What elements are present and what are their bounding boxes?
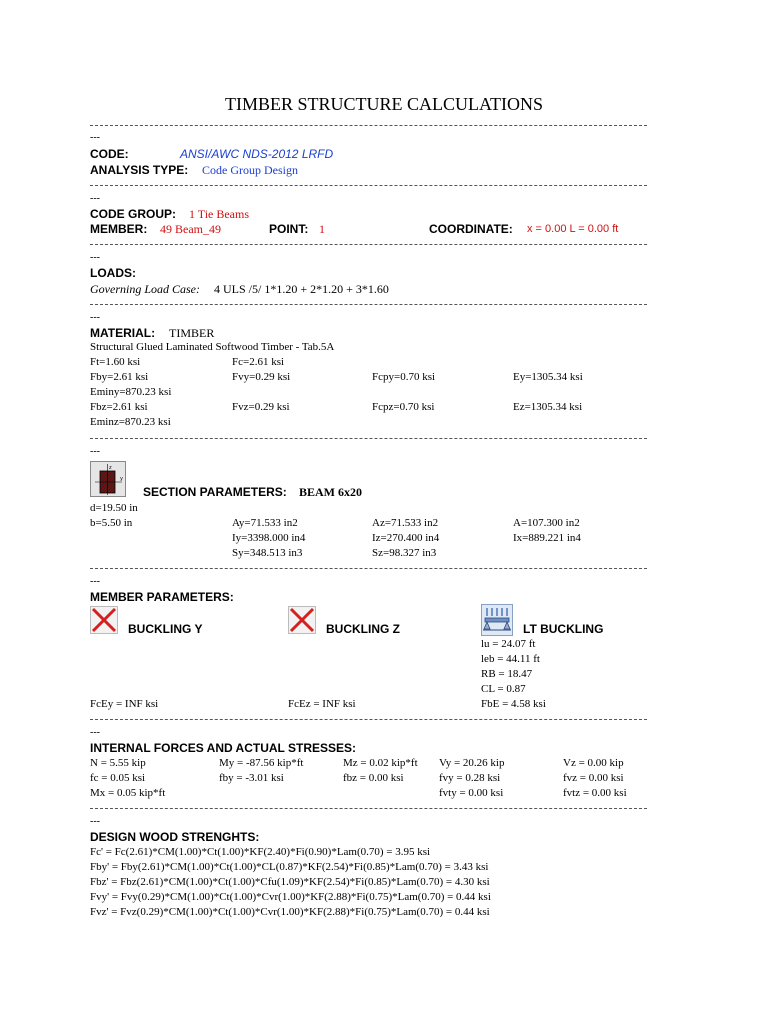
- fvy-value: Fvy=0.29 ksi: [232, 371, 291, 383]
- mz-value: Mz = 0.02 kip*ft: [343, 757, 418, 769]
- x-cross-icon: [90, 606, 118, 634]
- separator: [90, 304, 647, 305]
- fbz-value: Fbz=2.61 ksi: [90, 401, 148, 413]
- analysis-type-label: ANALYSIS TYPE:: [90, 163, 189, 177]
- iy-value: Iy=3398.000 in4: [232, 532, 306, 544]
- fcez-value: FcEz = INF ksi: [288, 698, 356, 710]
- internal-forces-label: INTERNAL FORCES AND ACTUAL STRESSES:: [90, 741, 357, 755]
- x-cross-icon: [288, 606, 316, 634]
- code-group-value: 1 Tie Beams: [189, 207, 250, 221]
- fbe-value: FbE = 4.58 ksi: [481, 698, 546, 710]
- separator-tail: ---: [90, 132, 100, 143]
- separator-tail: ---: [90, 727, 100, 738]
- ft-value: Ft=1.60 ksi: [90, 356, 141, 368]
- fc-stress-value: fc = 0.05 ksi: [90, 772, 146, 784]
- ix-value: Ix=889.221 in4: [513, 532, 581, 544]
- separator-tail: ---: [90, 312, 100, 323]
- strength-line: Fvy' = Fvy(0.29)*CM(1.00)*Ct(1.00)*Cvr(1.00)*KF(2.88)*Fi(0.75)*Lam(0.70) = 0.44 ksi: [90, 891, 491, 903]
- code-value: ANSI/AWC NDS-2012 LRFD: [180, 147, 334, 161]
- loads-label: LOADS:: [90, 266, 136, 280]
- vz-value: Vz = 0.00 kip: [563, 757, 624, 769]
- buckling-y-label: BUCKLING Y: [128, 622, 203, 636]
- analysis-type-value: Code Group Design: [202, 163, 298, 177]
- fvty-value: fvty = 0.00 ksi: [439, 787, 504, 799]
- member-label: MEMBER:: [90, 222, 148, 236]
- material-value: TIMBER: [169, 326, 215, 340]
- separator: [90, 719, 647, 720]
- fby-stress-value: fby = -3.01 ksi: [219, 772, 284, 784]
- strength-line: Fby' = Fby(2.61)*CM(1.00)*Ct(1.00)*CL(0.87)*KF(2.54)*Fi(0.85)*Lam(0.70) = 3.43 ksi: [90, 861, 489, 873]
- coordinate-value: x = 0.00 L = 0.00 ft: [527, 223, 619, 235]
- separator: [90, 125, 647, 126]
- cl-value: CL = 0.87: [481, 683, 526, 695]
- separator-tail: ---: [90, 252, 100, 263]
- governing-load-case-value: 4 ULS /5/ 1*1.20 + 2*1.20 + 3*1.60: [214, 282, 389, 296]
- section-parameters-label: SECTION PARAMETERS:: [143, 485, 287, 499]
- point-value: 1: [319, 222, 325, 236]
- point-label: POINT:: [269, 222, 309, 236]
- eminz-value: Eminz=870.23 ksi: [90, 416, 171, 428]
- section-shape-icon: [90, 461, 126, 497]
- a-value: A=107.300 in2: [513, 517, 580, 529]
- my-value: My = -87.56 kip*ft: [219, 757, 304, 769]
- separator: [90, 568, 647, 569]
- section-name: BEAM 6x20: [299, 485, 362, 499]
- sy-value: Sy=348.513 in3: [232, 547, 303, 559]
- coordinate-label: COORDINATE:: [429, 222, 513, 236]
- iz-value: Iz=270.400 in4: [372, 532, 440, 544]
- rb-value: RB = 18.47: [481, 668, 533, 680]
- separator: [90, 244, 647, 245]
- fc-value: Fc=2.61 ksi: [232, 356, 285, 368]
- svg-text:z: z: [109, 465, 112, 471]
- page-title: TIMBER STRUCTURE CALCULATIONS: [224, 94, 543, 114]
- lateral-torsional-buckling-icon: [481, 604, 513, 636]
- az-value: Az=71.533 in2: [372, 517, 439, 529]
- buckling-z-label: BUCKLING Z: [326, 622, 400, 636]
- b-value: b=5.50 in: [90, 517, 133, 529]
- mx-value: Mx = 0.05 kip*ft: [90, 787, 166, 799]
- fcpy-value: Fcpy=0.70 ksi: [372, 371, 436, 383]
- svg-text:y: y: [120, 476, 123, 482]
- eminy-value: Eminy=870.23 ksi: [90, 386, 172, 398]
- fvy-stress-value: fvy = 0.28 ksi: [439, 772, 501, 784]
- fvz-stress-value: fvz = 0.00 ksi: [563, 772, 624, 784]
- fcpz-value: Fcpz=0.70 ksi: [372, 401, 435, 413]
- lt-buckling-label: LT BUCKLING: [523, 622, 604, 636]
- fvtz-value: fvtz = 0.00 ksi: [563, 787, 627, 799]
- sz-value: Sz=98.327 in3: [372, 547, 437, 559]
- strength-line: Fvz' = Fvz(0.29)*CM(1.00)*Ct(1.00)*Cvr(1.00)*KF(2.88)*Fi(0.75)*Lam(0.70) = 0.44 ksi: [90, 906, 490, 918]
- member-parameters-label: MEMBER PARAMETERS:: [90, 590, 234, 604]
- separator-tail: ---: [90, 576, 100, 587]
- design-wood-strengths-label: DESIGN WOOD STRENGHTS:: [90, 830, 260, 844]
- leb-value: leb = 44.11 ft: [481, 653, 540, 665]
- ez-value: Ez=1305.34 ksi: [513, 401, 583, 413]
- separator-tail: ---: [90, 446, 100, 457]
- separator-tail: ---: [90, 816, 100, 827]
- separator: [90, 438, 647, 439]
- separator-tail: ---: [90, 193, 100, 204]
- code-group-label: CODE GROUP:: [90, 207, 177, 221]
- separator: [90, 185, 647, 186]
- ey-value: Ey=1305.34 ksi: [513, 371, 583, 383]
- lu-value: lu = 24.07 ft: [481, 638, 536, 650]
- fvz-value: Fvz=0.29 ksi: [232, 401, 290, 413]
- material-description: Structural Glued Laminated Softwood Timber - Tab.5A: [90, 341, 335, 353]
- governing-load-case-label: Governing Load Case:: [90, 282, 200, 296]
- fbz-stress-value: fbz = 0.00 ksi: [343, 772, 404, 784]
- n-value: N = 5.55 kip: [90, 757, 146, 769]
- d-value: d=19.50 in: [90, 502, 138, 514]
- code-label: CODE:: [90, 147, 129, 161]
- material-label: MATERIAL:: [90, 326, 156, 340]
- ay-value: Ay=71.533 in2: [232, 517, 298, 529]
- vy-value: Vy = 20.26 kip: [439, 757, 505, 769]
- member-value: 49 Beam_49: [160, 222, 221, 236]
- strength-line: Fbz' = Fbz(2.61)*CM(1.00)*Ct(1.00)*Cfu(1.09)*KF(2.54)*Fi(0.85)*Lam(0.70) = 4.30 ksi: [90, 876, 490, 888]
- strength-line: Fc' = Fc(2.61)*CM(1.00)*Ct(1.00)*KF(2.40)*Fi(0.90)*Lam(0.70) = 3.95 ksi: [90, 846, 431, 858]
- fcey-value: FcEy = INF ksi: [90, 698, 159, 710]
- fby-value: Fby=2.61 ksi: [90, 371, 149, 383]
- separator: [90, 808, 647, 809]
